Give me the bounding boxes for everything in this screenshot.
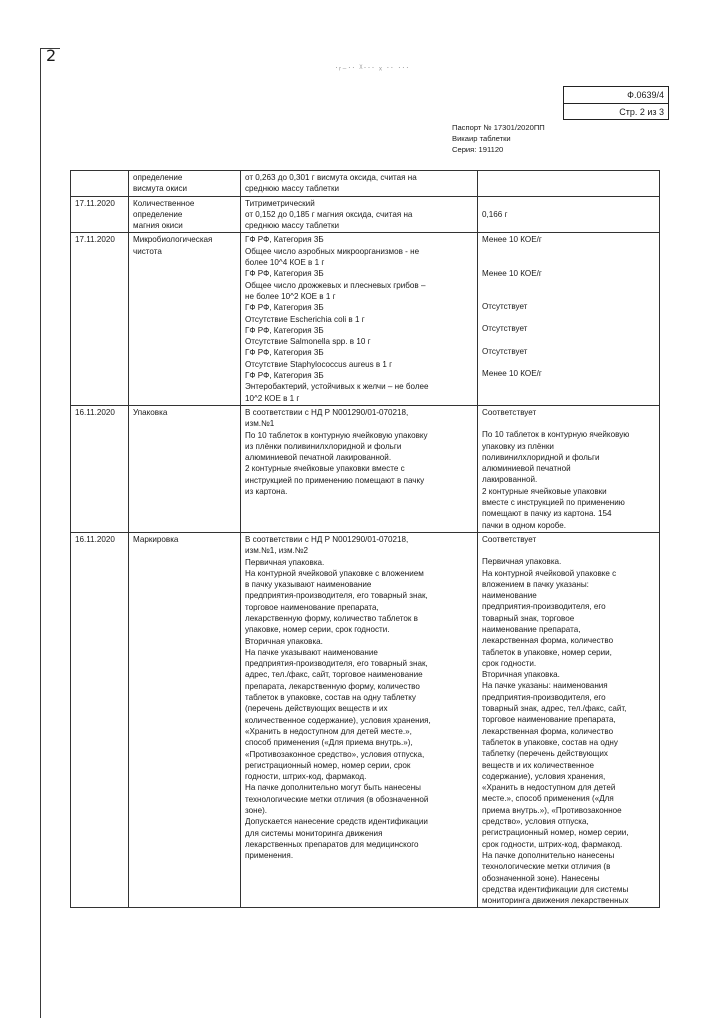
cell-test-name (129, 171, 241, 197)
cell-line: упаковку из плёнки (482, 441, 554, 451)
cell-line: количественное содержание), условия хранения, (245, 715, 431, 725)
cell-line: Общее число аэробных микроорганизмов - не (245, 246, 420, 256)
cell-specification (241, 405, 478, 532)
cell-line (482, 357, 655, 368)
cell-line (482, 257, 655, 268)
cell-result (478, 233, 660, 405)
cell-line: Допускается нанесение средств идентификации (245, 817, 428, 827)
cell-line: срок годности, штрих-код, фармакод. (482, 839, 623, 849)
cell-line: Соответствует (482, 407, 537, 417)
cell-line: инструкцией по применению помещают в пачку (245, 475, 425, 485)
cell-line: Общее число дрожжевых и плесневых грибов – (245, 280, 426, 290)
cell-line: 10^2 КОЕ в 1 г (245, 393, 300, 403)
cell-line: Первичная упаковка. (482, 557, 562, 567)
cell-line: Вторичная упаковка. (482, 670, 560, 680)
cell-line: обозначенной зоне). Нанесены (482, 873, 600, 883)
cell-line: На пачке дополнительно могут быть нанесены (245, 783, 421, 793)
cell-line: магния окиси (133, 221, 183, 231)
cell-line: мониторинга движения лекарственных (482, 896, 629, 906)
cell-line: алюминиевой печатной лакированной. (245, 453, 392, 463)
cell-line: (перечень действующих веществ и их (245, 704, 388, 714)
cell-line: таблеток в упаковке, состав на одну (482, 737, 618, 747)
cell-line: веществ и их количественное (482, 760, 594, 770)
cell-line: способ применения («Для приема внутрь.»), (245, 738, 413, 748)
cell-line: из плёнки поливинилхлоридной и фольги (245, 441, 402, 451)
cell-line: предприятия-производителя, его товарный знак, (245, 659, 428, 669)
cell-line: Первичная упаковка. (245, 557, 325, 567)
cell-line: срок годности. (482, 658, 537, 668)
cell-date: 16.11.2020 (71, 405, 129, 532)
cell-line: «Хранить в недоступном для детей (482, 783, 616, 793)
cell-line: более 10^4 КОЕ в 1 г (245, 258, 325, 268)
cell-line: зоне). (245, 806, 268, 816)
cell-line: таблеток в упаковке, номер серии, (482, 647, 612, 657)
cell-line: определение (133, 173, 183, 182)
cell-result (478, 171, 660, 197)
cell-test-name (129, 196, 241, 233)
cell-line: из картона. (245, 487, 288, 497)
cell-line: По 10 таблеток в контурную ячейковую упаковку (245, 430, 428, 440)
cell-line: В соответствии с НД Р N001290/01-070218, (245, 534, 409, 544)
cell-line: предприятия-производителя, его товарный знак, (245, 591, 428, 601)
cell-line: «Противозаконное средство», условия отпуска, (245, 749, 425, 759)
cell-line: В соответствии с НД Р N001290/01-070218, (245, 407, 409, 417)
cell-line: определение (133, 209, 183, 219)
cell-line: лекарственная форма, количество (482, 726, 614, 736)
cell-line: среднюю массу таблетки (245, 184, 340, 194)
cell-line: Упаковка (133, 407, 168, 417)
cell-line (482, 545, 655, 556)
cell-line: Количественное (133, 198, 195, 208)
cell-line: На пачке указывают наименование (245, 647, 378, 657)
cell-line: лакированной. (482, 475, 538, 485)
cell-line: Вторичная упаковка. (245, 636, 323, 646)
cell-line: применения. (245, 851, 294, 861)
cell-line: На контурной ячейковой упаковке с (482, 568, 617, 578)
cell-test-name (129, 405, 241, 532)
cell-line: ГФ РФ, Категория 3Б (245, 303, 324, 313)
cell-line: среднюю массу таблетки (245, 221, 340, 231)
cell-line: «Хранить в недоступном для детей месте.», (245, 726, 412, 736)
cell-line: торговое наименование препарата, (482, 715, 616, 725)
cell-line: Менее 10 КОЕ/г (482, 235, 542, 245)
test-results-table (70, 170, 660, 908)
cell-line: висмута окиси (133, 184, 188, 194)
handwritten-page-mark: 2 (46, 46, 57, 65)
table-row (71, 233, 660, 405)
cell-line: изм.№1, изм.№2 (245, 546, 308, 556)
cell-line: технологические метки отличия (в (482, 862, 611, 872)
cell-line: вложением в пачку указаны: (482, 579, 589, 589)
cell-line: На пачке дополнительно нанесены (482, 850, 615, 860)
cell-line: наименование (482, 591, 537, 601)
product-name: Викаир таблетки (452, 134, 511, 143)
cell-line: Отсутствует (482, 302, 528, 312)
form-code-box (563, 86, 669, 120)
table-row (71, 405, 660, 532)
cell-line: предприятия-производителя, его (482, 602, 606, 612)
cell-line: от 0,263 до 0,301 г висмута оксида, считая на (245, 173, 417, 182)
cell-line: Маркировка (133, 534, 179, 544)
cell-line: ГФ РФ, Категория 3Б (245, 235, 324, 245)
cell-line (482, 312, 655, 323)
cell-date: 17.11.2020 (71, 233, 129, 405)
cell-test-name (129, 532, 241, 908)
cell-test-name (129, 233, 241, 405)
cell-line: ГФ РФ, Категория 3Б (245, 325, 324, 335)
cell-line: Отсутствие Staphylococcus aureus в 1 г (245, 359, 393, 369)
cell-line: месте.», способ применения («Для (482, 794, 614, 804)
cell-line: ГФ РФ, Категория 3Б (245, 348, 324, 358)
cell-line: упаковке, номер серии, срок годности. (245, 625, 390, 635)
cell-line: помещают в пачку из картона. 154 (482, 509, 612, 519)
cell-line: регистрационный номер, номер серии, (482, 828, 629, 838)
cell-line: средство», условия отпуска, (482, 817, 589, 827)
cell-line: препарата, лекарственную форму, количество (245, 681, 420, 691)
cell-result (478, 405, 660, 532)
margin-line (40, 48, 41, 1018)
page-number: Стр. 2 из 3 (564, 103, 668, 119)
cell-line: предприятия-производителя, его (482, 692, 606, 702)
cell-specification (241, 532, 478, 908)
cell-date (71, 171, 129, 197)
cell-line: 2 контурные ячейковые упаковки (482, 486, 607, 496)
cell-line: регистрационный номер, номер серии, срок (245, 760, 411, 770)
cell-line (482, 246, 655, 257)
cell-line: На пачке указаны: наименования (482, 681, 608, 691)
cell-line: приема внутрь.»), «Противозаконное (482, 805, 622, 815)
cell-line: поливинилхлоридной и фольги (482, 452, 600, 462)
cell-line (482, 279, 655, 290)
cell-line: лекарственная форма, количество (482, 636, 614, 646)
cell-date: 17.11.2020 (71, 196, 129, 233)
cell-line: содержание), условия хранения, (482, 771, 606, 781)
cell-line: Менее 10 КОЕ/г (482, 268, 542, 278)
form-code: Ф.0639/4 (627, 90, 664, 100)
cell-line: лекарственных препаратов для медицинского (245, 839, 419, 849)
cell-line: Отсутствие Salmonella spp. в 10 г (245, 337, 371, 347)
cell-line: ГФ РФ, Категория 3Б (245, 269, 324, 279)
cell-line: 0,166 г (482, 209, 508, 219)
passport-number: Паспорт № 17301/2020ПП (452, 123, 545, 132)
cell-result (478, 196, 660, 233)
cell-specification (241, 196, 478, 233)
table-row (71, 171, 660, 197)
series-number: Серия: 191120 (452, 145, 504, 154)
cell-specification (241, 233, 478, 405)
cell-line: адрес, тел./факс, сайт, торговое наименование (245, 670, 423, 680)
cell-date: 16.11.2020 (71, 532, 129, 908)
cell-line: средства идентификации для системы (482, 884, 629, 894)
cell-line: от 0,152 до 0,185 г магния оксида, считая на (245, 209, 413, 219)
cell-line: 2 контурные ячейковые упаковки вместе с (245, 464, 405, 474)
cell-line: ГФ РФ, Категория 3Б (245, 371, 324, 381)
cell-line: в пачку указывают наименование (245, 580, 372, 590)
cell-line: изм.№1 (245, 419, 275, 429)
cell-line: наименование препарата, (482, 624, 581, 634)
cell-line: Отсутствие Escherichia coli в 1 г (245, 314, 365, 324)
cell-line: Микробиологическая (133, 235, 213, 245)
cell-line (482, 290, 655, 301)
cell-line: годности, штрих-код, фармакод. (245, 772, 367, 782)
cell-line: товарный знак, торговое (482, 613, 575, 623)
cell-line: алюминиевой печатной (482, 464, 571, 474)
cell-line (482, 198, 655, 209)
cell-line: лекарственную форму, количество таблеток в (245, 613, 418, 623)
cell-line: пачки в одном коробе. (482, 520, 567, 530)
cell-line (482, 335, 655, 346)
cell-line: Менее 10 КОЕ/г (482, 368, 542, 378)
cell-line: Соответствует (482, 534, 537, 544)
cell-line (482, 418, 655, 429)
cell-line: вместе с инструкцией по применению (482, 498, 625, 508)
cell-line: Титриметрический (245, 198, 315, 208)
cell-line: товарный знак, адрес, тел./факс, сайт, (482, 704, 627, 714)
cell-specification (241, 171, 478, 197)
passport-meta (452, 122, 545, 155)
cell-line: не более 10^2 КОЕ в 1 г (245, 291, 336, 301)
cell-line: для системы мониторинга движения (245, 828, 383, 838)
cell-line: На контурной ячейковой упаковке с вложением (245, 568, 424, 578)
table-row (71, 532, 660, 908)
cell-line: Отсутствует (482, 346, 528, 356)
table-row (71, 196, 660, 233)
cell-line: Отсутствует (482, 324, 528, 334)
cell-line: По 10 таблеток в контурную ячейковую (482, 430, 630, 440)
cell-line: Энтеробактерий, устойчивых к желчи – не более (245, 382, 429, 392)
cell-line: торговое наименование препарата, (245, 602, 379, 612)
cell-line: технологические метки отличия (в обозначенной (245, 794, 429, 804)
cell-result (478, 532, 660, 908)
cell-line: таблеток в упаковке, состав на одну таблетку (245, 693, 416, 703)
cell-line: таблетку (перечень действующих (482, 749, 608, 759)
cell-line: чистота (133, 246, 162, 256)
faint-stamp-text: ·ᵣ₋·· ᵡ··· ₓ ·· ··· (335, 62, 410, 72)
